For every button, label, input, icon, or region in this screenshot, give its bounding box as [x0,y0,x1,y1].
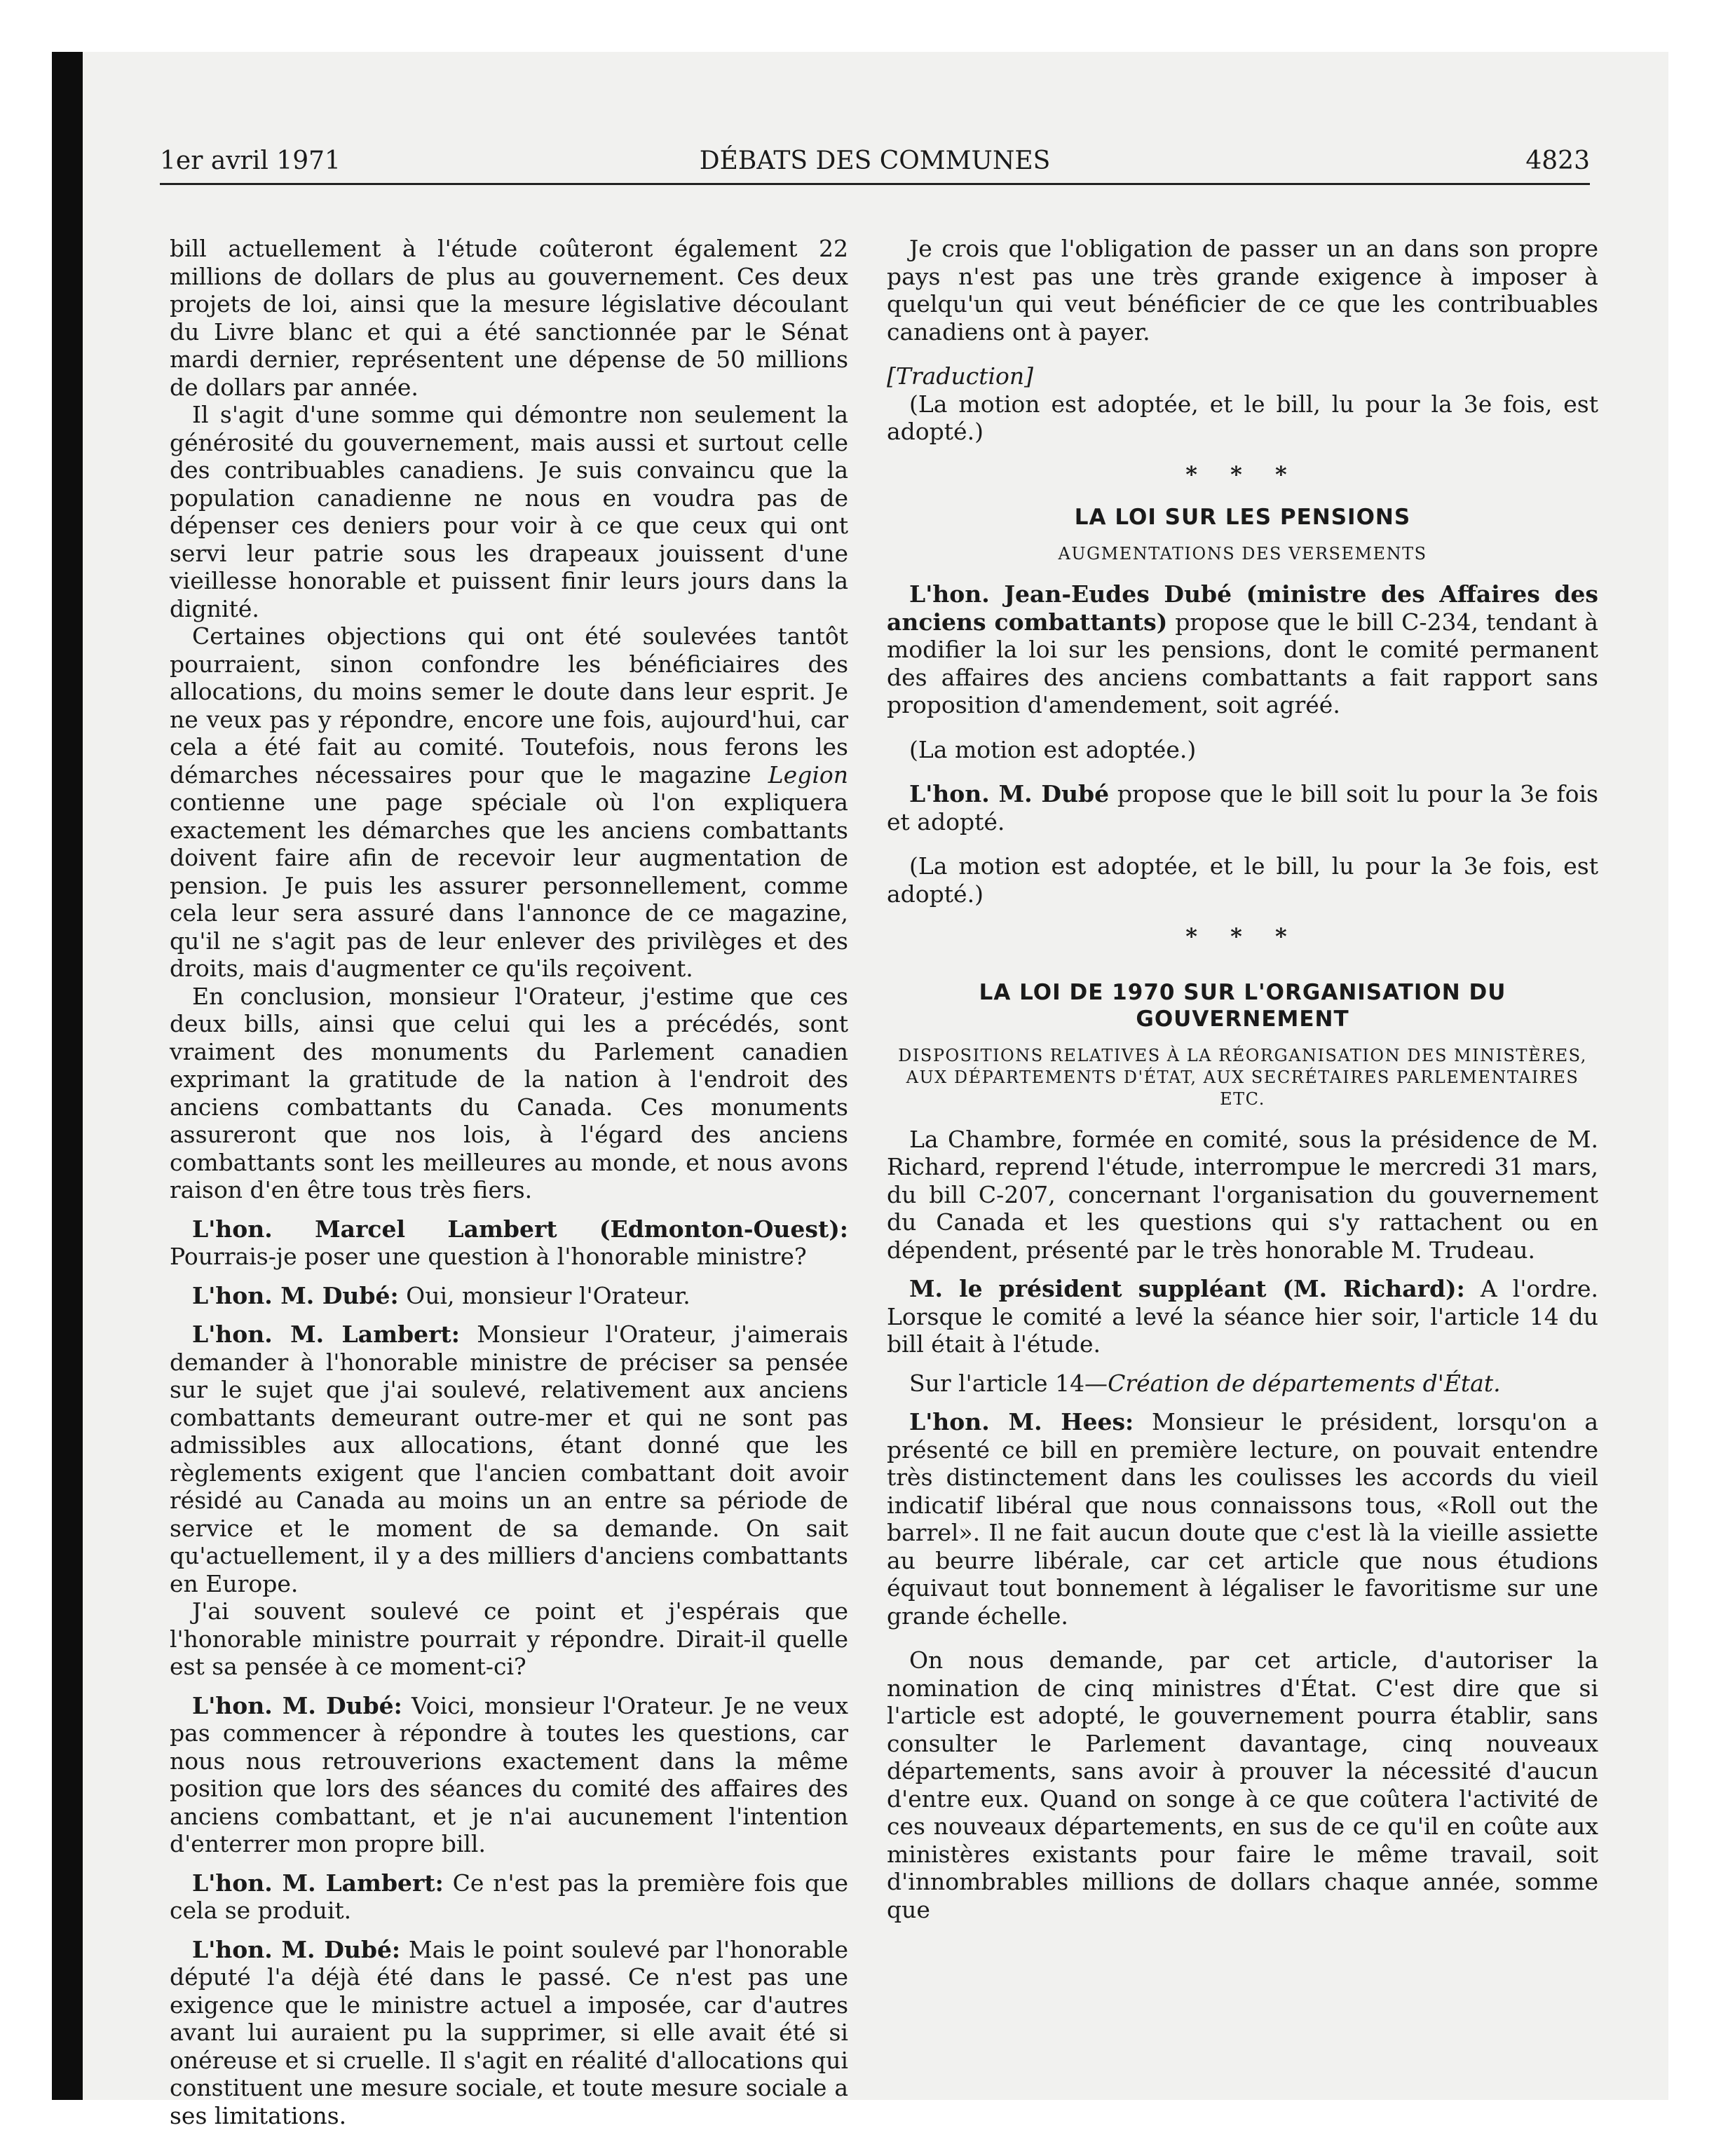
header-page-number: 4823 [1525,146,1590,175]
speech: L'hon. M. Dubé: Oui, monsieur l'Orateur. [192,1281,690,1309]
section-heading: LA LOI SUR LES PENSIONS [1074,505,1411,530]
header-date: 1er avril 1971 [160,146,341,175]
speech: L'hon. M. Dubé: Mais le point soulevé par l'honorable député l'a déjà été dans le passé. Ce n'est pas une exigence que le ministre actuel a imposée, car d'autres avant lui auraient pu la supprimer, si elle avait été si onéreuse et si cruelle. Il s'agit en réalité d'allocations qui constituent une mesure sociale, et toute mesure sociale a ses limitations. [170,1935,848,2129]
speaker-name: M. le président suppléant (M. Richard): [909,1275,1465,1302]
paragraph: Sur l'article 14—Création de départements d'État. [909,1369,1501,1397]
right-column [887,235,1598,1923]
section-subheading: AUGMENTATIONS DES VERSEMENTS [1058,544,1427,564]
left-column [170,235,848,2129]
paragraph: On nous demande, par cet article, d'autoriser la nomination de cinq ministres d'État. C'est dire que si l'article est adopté, le gouvernement pourra établir, sans consulter le Parlement davantage, cinq nouveaux départements, sans avoir à prouver la nécessité d'aucun d'entre eux. Quand on songe à ce que coûtera l'activité de ces nouveaux départements, en sus de ce qu'il en coûte aux ministères existants pour faire le même travail, soit d'innombrables millions de dollars chaque année, somme que [887,1646,1598,1923]
section-separator: * * * [1185,460,1300,488]
speech: M. le président suppléant (M. Richard): A l'ordre. Lorsque le comité a levé la séance hier soir, l'article 14 du bill était à l'étude. [887,1275,1598,1358]
section-heading: LA LOI DE 1970 SUR L'ORGANISATION DU GOUVERNEMENT [979,979,1506,1032]
header-title: DÉBATS DES COMMUNES [699,146,1051,175]
paragraph: J'ai souvent soulevé ce point et j'espérais que l'honorable ministre pourrait y répondre. Dirait-il quelle est sa pensée à ce moment-ci? [170,1597,848,1680]
paragraph: bill actuellement à l'étude coûteront également 22 millions de dollars de plus au gouvernement. Ces deux projets de loi, ainsi que la mesure législative découlant du Livre blanc et qui a été sanctionnée par le Sénat mardi dernier, représentent une dépense de 50 millions de dollars par année. [170,235,848,401]
paragraph: En conclusion, monsieur l'Orateur, j'estime que ces deux bills, ainsi que celui qui les a précédés, sont vraiment des monuments du Parlement canadien exprimant la gratitude de la nation à l'endroit des anciens combattants du Canada. Ces monuments assureront que nos lois, à l'égard des anciens combattants sont les meilleures au monde, et nous avons raison d'en être tous très fiers. [170,982,848,1203]
speaker-name: L'hon. M. Hees: [909,1408,1134,1435]
section-subheading: DISPOSITIONS RELATIVES À LA RÉORGANISATION DES MINISTÈRES, AUX DÉPARTEMENTS D'ÉTAT, AUX SECRÉTAIRES PARLEMENTAIRES ETC. [898,1045,1587,1109]
speaker-name: L'hon. M. Dubé: [192,1281,399,1309]
speaker-name: L'hon. M. Lambert: [192,1321,460,1348]
speech: L'hon. M. Lambert: Ce n'est pas la première fois que cela se produit. [170,1869,848,1924]
speaker-name: L'hon. M. Lambert: [192,1869,444,1897]
speech: L'hon. M. Dubé: Voici, monsieur l'Orateur. Je ne veux pas commencer à répondre à toutes les questions, car nous nous retrouverions exactement dans la même position que lors des séances du comité des affaires des anciens combattant, et je n'ai aucunement l'intention d'enterrer mon propre bill. [170,1691,848,1857]
speaker-name: L'hon. M. Dubé [909,780,1110,807]
paragraph: La Chambre, formée en comité, sous la présidence de M. Richard, reprend l'étude, interrompue le mercredi 31 mars, du bill C-207, concernant l'organisation du gouvernement du Canada et les questions qui s'y rattachent ou en dépendent, présenté par le très honorable M. Trudeau. [887,1125,1598,1264]
motion-result: (La motion est adoptée, et le bill, lu pour la 3e fois, est adopté.) [887,390,1598,445]
speech: L'hon. Jean-Eudes Dubé (ministre des Affaires des anciens combattants) propose que le bill C-234, tendant à modifier la loi sur les pensions, dont le comité permanent des affaires des anciens combattants a fait rapport sans proposition d'amendement, soit agréé. [887,580,1598,718]
motion-result: (La motion est adoptée.) [909,735,1197,763]
speech: L'hon. Marcel Lambert (Edmonton-Ouest): Pourrais-je poser une question à l'honorable ministre? [170,1215,848,1270]
speech: L'hon. M. Lambert: Monsieur l'Orateur, j'aimerais demander à l'honorable ministre de préciser sa pensée sur le sujet que j'ai soulevé, relativement aux anciens combattants demeurant outre-mer et qui ne sont pas admissibles aux allocations, étant donné que les règlements exigent que l'ancien combattant doit avoir résidé au Canada au moins un an entre sa période de service et le moment de sa demande. On sait qu'actuellement, il y a des milliers d'anciens combattants en Europe. [170,1321,849,1597]
speaker-name: L'hon. M. Dubé: [192,1691,402,1719]
speaker-name: L'hon. M. Dubé: [192,1935,401,1963]
section-separator: * * * [1185,923,1300,950]
page-header [160,144,1590,185]
scan-edge-bar [52,52,83,2100]
magazine-title: Legion [768,760,848,789]
speaker-name: L'hon. Marcel Lambert (Edmonton-Ouest): [192,1215,848,1243]
paragraph: Certaines objections qui ont été soulevées tantôt pourraient, sinon confondre les bénéficiaires des allocations, du moins semer le doute dans leur esprit. Je ne veux pas y répondre, encore une fois, aujourd'hui, car cela a été fait au comité. Toutefois, nous ferons les démarches nécessaires pour que le magazine Legion contienne une page spéciale où l'on expliquera exactement les démarches que les anciens combattants doivent faire afin de recevoir leur augmentation de pension. Je puis les assurer personnellement, comme cela leur sera assuré dans l'annonce de ce magazine, qu'il ne s'agit pas de leur enlever des privilèges et des droits, mais d'augmenter ce qu'ils reçoivent. [170,622,848,982]
speech: L'hon. M. Hees: Monsieur le président, lorsqu'on a présenté ce bill en première lecture, on pouvait entendre très distinctement dans les coulisses les accords du vieil indicatif libéral que nous connaissons tous, «Roll out the barrel». Il ne fait aucun doute que c'est là la vieille assiette au beurre libérale, car cet article que nous étudions équivaut tout bonnement à légaliser le favoritisme sur une grande échelle. [887,1408,1599,1630]
speaker-name: L'hon. Jean-Eudes Dubé (ministre des Affaires des anciens combattants) [887,580,1598,636]
translation-note: [Traduction] [887,362,1034,390]
paragraph: Je crois que l'obligation de passer un an dans son propre pays n'est pas une très grande exigence à imposer à quelqu'un qui veut bénéficier de ce que les contribuables canadiens ont à payer. [887,235,1598,346]
motion-result: (La motion est adoptée, et le bill, lu pour la 3e fois, est adopté.) [887,852,1598,908]
speech: L'hon. M. Dubé propose que le bill soit lu pour la 3e fois et adopté. [887,780,1598,835]
paragraph: Il s'agit d'une somme qui démontre non seulement la générosité du gouvernement, mais aussi et surtout celle des contribuables canadiens. Je suis convaincu que la population canadienne ne nous en voudra pas de dépenser ces deniers pour voir à ce que ceux qui ont servi leur patrie sous les drapeaux jouissent d'une vieillesse honorable et puissent finir leurs jours dans la dignité. [170,401,848,622]
